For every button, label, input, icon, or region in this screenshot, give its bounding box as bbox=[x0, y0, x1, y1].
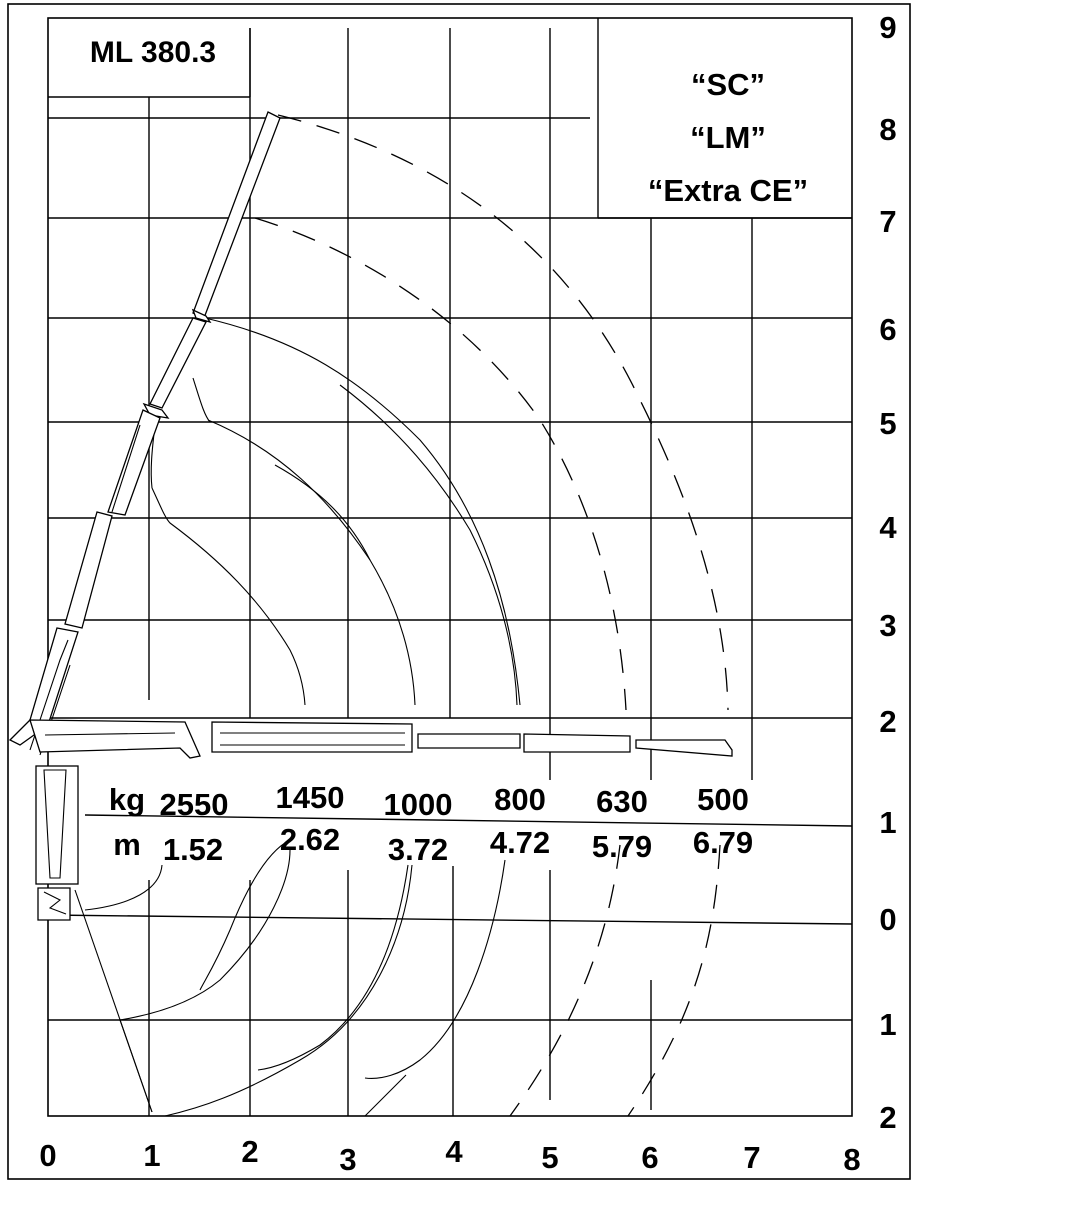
x-tick-label: 1 bbox=[143, 1138, 161, 1173]
load-value: 500 bbox=[697, 782, 749, 817]
solid-lift-curves-lower bbox=[75, 840, 505, 1116]
horizontal-boom bbox=[30, 720, 732, 758]
crane-column bbox=[36, 766, 78, 920]
y-tick-label: 8 bbox=[879, 112, 897, 147]
model-title: ML 380.3 bbox=[89, 36, 217, 69]
y-tick-label: 9 bbox=[879, 10, 897, 45]
y-tick-label: 3 bbox=[879, 608, 897, 643]
m-unit-label: m bbox=[113, 827, 141, 862]
load-value: 1000 bbox=[383, 787, 453, 822]
reach-value: 5.79 bbox=[591, 829, 653, 864]
version-extra-ce: “Extra CE” bbox=[647, 173, 809, 208]
version-lm: “LM” bbox=[690, 120, 766, 155]
y-tick-label: 2 bbox=[879, 1100, 897, 1135]
reach-value: 4.72 bbox=[489, 825, 551, 860]
kg-unit-label: kg bbox=[108, 782, 146, 817]
y-tick-label: 7 bbox=[879, 204, 897, 239]
y-tick-label: 1 bbox=[879, 1007, 897, 1042]
reach-value: 6.79 bbox=[692, 825, 754, 860]
load-value: 2550 bbox=[159, 787, 229, 822]
y-axis-ticks bbox=[879, 10, 897, 1135]
solid-lift-curves-upper bbox=[151, 318, 520, 705]
x-axis-ticks bbox=[39, 1134, 860, 1177]
y-tick-label: 0 bbox=[879, 902, 897, 937]
reach-value: 3.72 bbox=[387, 832, 449, 867]
load-value: 1450 bbox=[275, 780, 345, 815]
y-tick-label: 4 bbox=[879, 510, 897, 545]
reach-value: 2.62 bbox=[279, 822, 341, 857]
x-tick-label: 2 bbox=[241, 1134, 259, 1169]
load-value: 800 bbox=[494, 782, 546, 817]
x-tick-label: 8 bbox=[843, 1142, 861, 1177]
version-sc: “SC” bbox=[690, 67, 766, 102]
x-tick-label: 5 bbox=[541, 1140, 559, 1175]
y-tick-label: 5 bbox=[879, 406, 897, 441]
reach-value: 1.52 bbox=[162, 832, 224, 867]
x-tick-label: 0 bbox=[39, 1138, 57, 1173]
load-value: 630 bbox=[596, 784, 648, 819]
dashed-reach-envelopes bbox=[255, 115, 728, 1116]
y-tick-label: 6 bbox=[879, 312, 897, 347]
x-tick-label: 7 bbox=[743, 1140, 761, 1175]
x-tick-label: 6 bbox=[641, 1140, 659, 1175]
crane-boom bbox=[10, 112, 280, 755]
y-tick-label: 2 bbox=[879, 704, 897, 739]
y-tick-label: 1 bbox=[879, 805, 897, 840]
x-tick-label: 4 bbox=[445, 1134, 463, 1169]
x-tick-label: 3 bbox=[339, 1142, 357, 1177]
